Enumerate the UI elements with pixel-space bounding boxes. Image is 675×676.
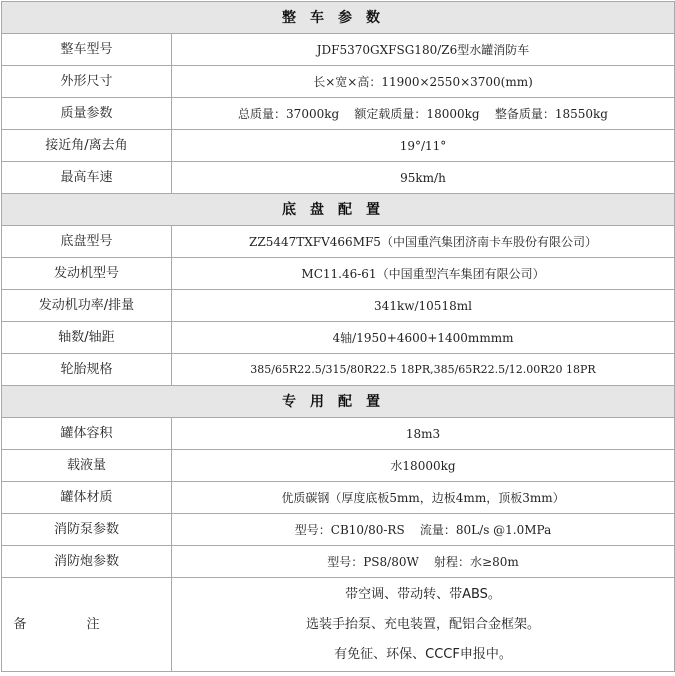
section-title: 整车参数 [2, 2, 675, 34]
table-row [2, 546, 675, 578]
row-label: 载液量 [2, 450, 172, 482]
spec-table [1, 1, 675, 672]
row-label: 轴数/轴距 [2, 322, 172, 354]
table-row [2, 226, 675, 258]
row-label: 消防炮参数 [2, 546, 172, 578]
row-value: 长×宽×高：11900×2550×3700(mm) [172, 66, 675, 98]
row-label: 发动机型号 [2, 258, 172, 290]
remarks-line: 有免征、环保、CCCF申报中。 [334, 646, 512, 662]
row-value: 优质碳钢（厚度底板5mm，边板4mm，顶板3mm） [172, 482, 675, 514]
section-title: 专用配置 [2, 386, 675, 418]
row-value: 385/65R22.5/315/80R22.5 18PR,385/65R22.5/12.00R20 18PR [172, 354, 675, 386]
row-label: 接近角/离去角 [2, 130, 172, 162]
row-value: 总质量：37000kg 额定载质量：18000kg 整备质量：18550kg [172, 98, 675, 130]
row-label: 外形尺寸 [2, 66, 172, 98]
row-value: 19°/11° [172, 130, 675, 162]
row-value: 水18000kg [172, 450, 675, 482]
row-label: 轮胎规格 [2, 354, 172, 386]
table-row [2, 66, 675, 98]
remarks-content [172, 578, 675, 672]
row-value: 型号：PS8/80W 射程：水≥80m [172, 546, 675, 578]
table-row [2, 34, 675, 66]
table-row [2, 258, 675, 290]
section-header-special [2, 386, 675, 418]
table-row [2, 130, 675, 162]
table-row [2, 418, 675, 450]
row-value: JDF5370GXFSG180/Z6型水罐消防车 [172, 34, 675, 66]
remarks-line: 选装手抬泵、充电装置，配铝合金框架。 [305, 616, 540, 632]
row-value: MC11.46-61（中国重型汽车集团有限公司） [172, 258, 675, 290]
row-label: 罐体容积 [2, 418, 172, 450]
section-header-vehicle [2, 2, 675, 34]
row-label: 消防泵参数 [2, 514, 172, 546]
remarks-label: 备注 [2, 578, 172, 672]
section-title: 底盘配置 [2, 194, 675, 226]
row-value: ZZ5447TXFV466MF5（中国重汽集团济南卡车股份有限公司） [172, 226, 675, 258]
section-header-chassis [2, 194, 675, 226]
table-row [2, 514, 675, 546]
row-label: 质量参数 [2, 98, 172, 130]
row-label: 罐体材质 [2, 482, 172, 514]
table-row [2, 354, 675, 386]
row-value: 95km/h [172, 162, 675, 194]
row-label: 最高车速 [2, 162, 172, 194]
table-row [2, 322, 675, 354]
table-row [2, 450, 675, 482]
remarks-line: 带空调、带动转、带ABS。 [345, 586, 501, 602]
table-row [2, 290, 675, 322]
row-value: 型号：CB10/80-RS 流量：80L/s @1.0MPa [172, 514, 675, 546]
remarks-row [2, 578, 675, 672]
row-value: 18m3 [172, 418, 675, 450]
row-label: 整车型号 [2, 34, 172, 66]
table-row [2, 98, 675, 130]
row-value: 4轴/1950+4600+1400mmmm [172, 322, 675, 354]
row-label: 发动机功率/排量 [2, 290, 172, 322]
table-row [2, 482, 675, 514]
row-value: 341kw/10518ml [172, 290, 675, 322]
table-row [2, 162, 675, 194]
row-label: 底盘型号 [2, 226, 172, 258]
